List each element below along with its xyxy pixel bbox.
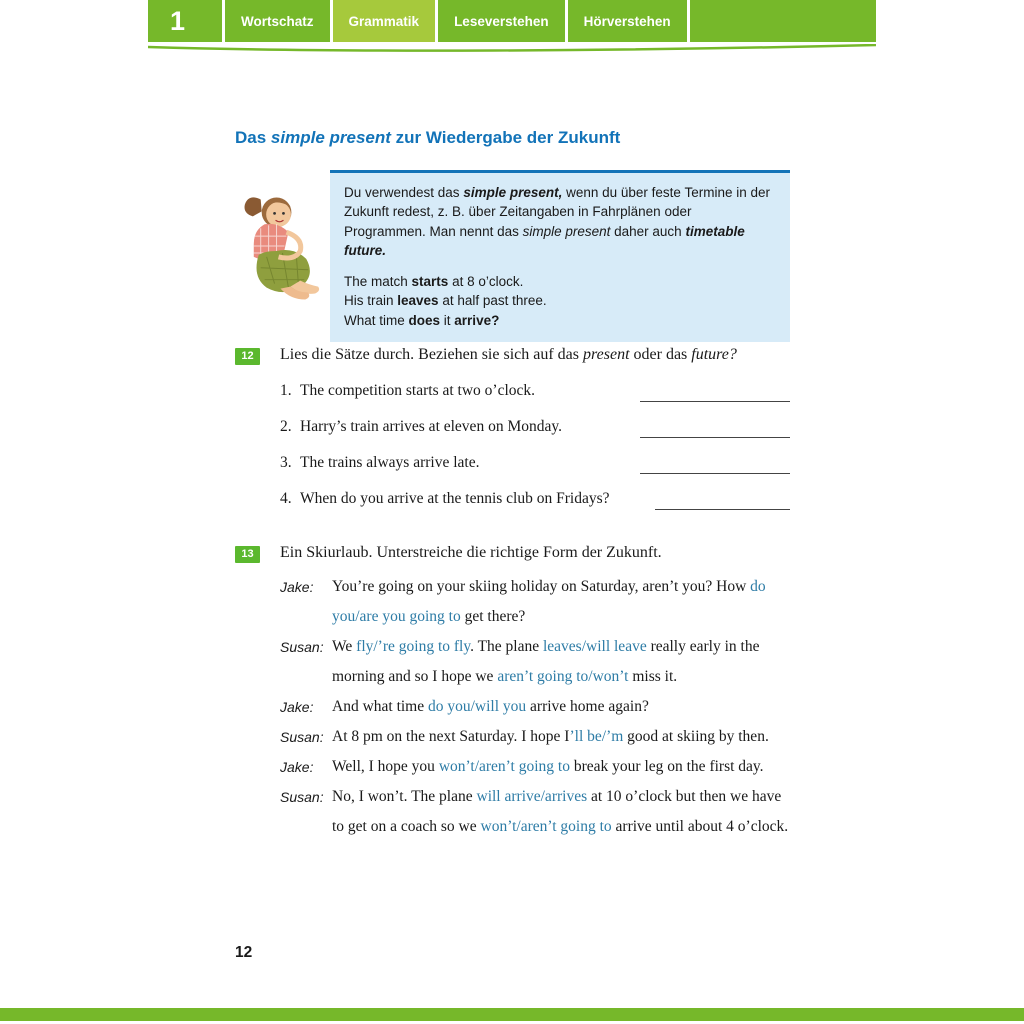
speaker-name: Susan: — [280, 729, 324, 745]
speaker-name: Jake: — [280, 759, 314, 775]
footer-bar — [0, 1008, 1024, 1021]
exercise-item — [280, 418, 790, 454]
section-tab: Wortschatz — [225, 0, 330, 42]
dialog-text: And what time do you/will you arrive home again? — [332, 698, 649, 715]
section-tab: Leseverstehen — [438, 0, 565, 42]
exercise-13-badge: 13 — [235, 546, 260, 563]
answer-blank — [640, 457, 790, 474]
answer-blank — [640, 385, 790, 402]
header-underline-curve — [148, 44, 876, 54]
page-title: Das simple present zur Wiedergabe der Zukunft — [235, 128, 621, 147]
speaker-name: Susan: — [280, 789, 324, 805]
dialog-turn — [280, 632, 792, 692]
info-examples — [344, 272, 776, 330]
item-number: 3. — [280, 454, 292, 471]
item-number: 4. — [280, 490, 292, 507]
dialog-text: You’re going on your skiing holiday on Saturday, aren’t you? How do you/are you going to get there? — [332, 578, 766, 625]
dialog-text: At 8 pm on the next Saturday. I hope I’ll be/’m good at skiing by then. — [332, 728, 769, 745]
speaker-name: Jake: — [280, 699, 314, 715]
exercise-item — [280, 382, 790, 418]
dialog-turn — [280, 752, 792, 782]
example-sentence: What time does it arrive? — [344, 312, 500, 328]
exercise-item — [280, 490, 790, 526]
item-number: 1. — [280, 382, 292, 399]
dialog-turn — [280, 572, 792, 632]
item-number: 2. — [280, 418, 292, 435]
item-text: The trains always arrive late. — [300, 454, 480, 471]
info-paragraph: Du verwendest das simple present, wenn du über feste Termine in der Zukunft redest, z. B. über Zeitangaben in Fahrplänen oder Programmen. Man nennt das simple present daher auch timetable future. — [344, 185, 770, 259]
dialog-turn — [280, 692, 792, 722]
dialog-text: No, I won’t. The plane will arrive/arrives at 10 o’clock but then we have to get on a coach so we won’t/aren’t going to arrive until about 4 o’clock. — [332, 788, 789, 835]
header-filler — [690, 0, 876, 42]
item-text: When do you arrive at the tennis club on Fridays? — [300, 490, 610, 507]
exercise-12-items — [280, 382, 790, 526]
dialog-text: We fly/’re going to fly. The plane leaves/will leave really early in the morning and so I hope we aren’t going to/won’t miss it. — [332, 638, 760, 685]
exercise-item — [280, 454, 790, 490]
item-text: Harry’s train arrives at eleven on Monday. — [300, 418, 562, 435]
unit-header — [148, 0, 876, 42]
section-tab: Hörverstehen — [568, 0, 687, 42]
answer-blank — [655, 493, 790, 510]
section-tab: Grammatik — [333, 0, 436, 42]
grammar-info-box — [330, 170, 790, 342]
sitting-girl-illustration — [231, 191, 330, 306]
speaker-name: Jake: — [280, 579, 314, 595]
dialog-turn — [280, 722, 792, 752]
item-text: The competition starts at two o’clock. — [300, 382, 536, 399]
example-sentence: His train leaves at half past three. — [344, 293, 547, 309]
speaker-name: Susan: — [280, 639, 324, 655]
page-number: 12 — [235, 944, 253, 961]
unit-number: 1 — [148, 0, 222, 42]
answer-blank — [640, 421, 790, 438]
section-tabs — [225, 0, 687, 42]
exercise-12-badge: 12 — [235, 348, 260, 365]
exercise-12-prompt: Lies die Sätze durch. Beziehen sie sich auf das present oder das future? — [280, 346, 737, 363]
example-sentence: The match starts at 8 o’clock. — [344, 273, 524, 289]
exercise-13-prompt: Ein Skiurlaub. Unterstreiche die richtige Form der Zukunft. — [280, 544, 662, 561]
exercise-13-dialog — [280, 572, 792, 842]
dialog-text: Well, I hope you won’t/aren’t going to break your leg on the first day. — [332, 758, 764, 775]
dialog-turn — [280, 782, 792, 842]
